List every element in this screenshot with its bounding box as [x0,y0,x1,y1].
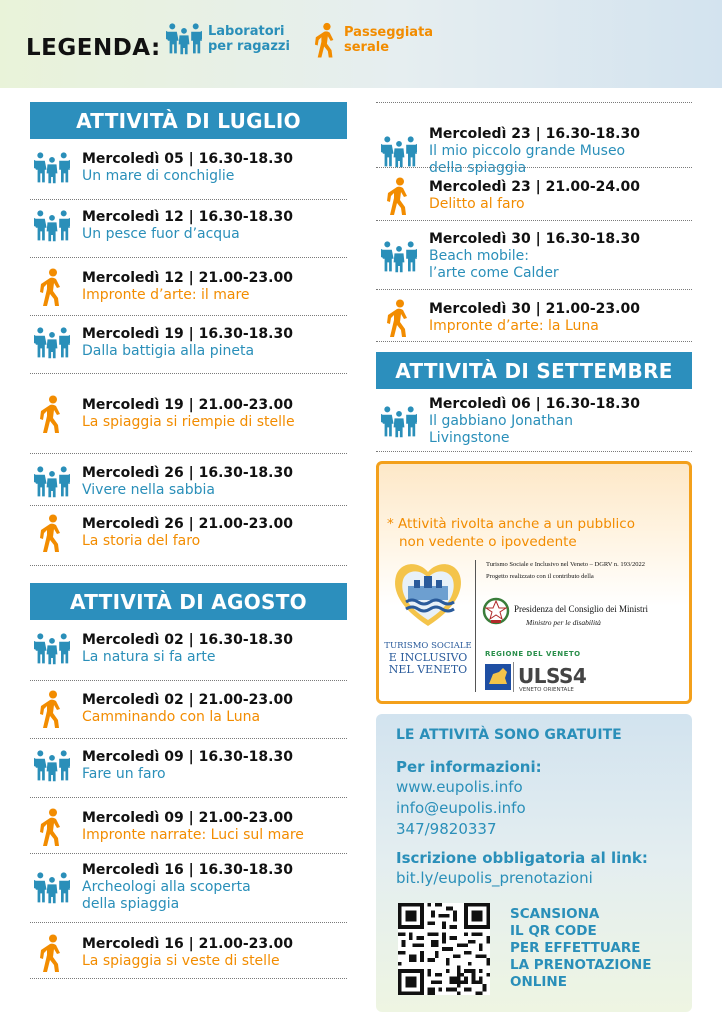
legend-kids-line2: per ragazzi [208,39,290,54]
event-text [82,465,293,499]
event-title: Impronte narrate: Luci sul mare [82,827,304,843]
header-luglio: ATTIVITÀ DI LUGLIO [30,102,347,139]
event-date: Mercoledì 19 | 21.00-23.00 [82,397,293,413]
event-date: Mercoledì 12 | 21.00-23.00 [82,270,293,286]
header-settembre: ATTIVITÀ DI SETTEMBRE [376,352,692,389]
event-date: Mercoledì 09 | 16.30-18.30 [82,749,293,765]
event-row [30,395,295,433]
event-title: Archeologi alla scoperta [82,879,251,895]
event-title: Livingstone [429,430,510,446]
dotted-divider [376,289,692,290]
event-date: Mercoledì 05 | 16.30-18.30 [82,151,293,167]
legend-walk-line2: serale [344,40,390,55]
qr-code-icon[interactable] [398,903,490,995]
event-text [82,692,293,726]
walking-person-icon [30,514,74,552]
event-date: Mercoledì 02 | 16.30-18.30 [82,632,293,648]
dotted-divider [30,505,347,506]
event-text [429,231,640,282]
event-title: La spiaggia si veste di stelle [82,953,280,969]
turismo-line1: TURISMO SOCIALE [384,641,472,651]
lion-of-saint-mark-icon [485,664,511,690]
children-group-icon [377,240,421,274]
turismo-line3: NEL VENETO [388,663,468,676]
scan-line4: LA PRENOTAZIONE [510,957,652,973]
children-group-icon [377,135,421,169]
event-text [82,397,295,431]
event-date: Mercoledì 30 | 16.30-18.30 [429,231,640,247]
walking-person-icon [30,690,74,728]
project-line2: Progetto realizzato con il contributo della [486,573,594,580]
event-title: Delitto al faro [429,196,525,212]
event-title: La storia del faro [82,533,201,549]
event-text [82,936,293,970]
project-line1: Turismo Sociale e Inclusivo nel Veneto – DGRV n. 193/2022 [486,561,645,568]
scan-line1: SCANSIONA [510,906,600,922]
event-title: Camminando con la Luna [82,709,261,725]
event-text [82,632,293,666]
gov-subtitle: Ministro per le disabilità [526,618,601,627]
event-date: Mercoledì 26 | 16.30-18.30 [82,465,293,481]
website-link[interactable]: www.eupolis.info [396,778,523,796]
event-text [429,301,640,335]
ulss-logo-text: ULSS4 [518,664,587,688]
italian-emblem-icon [482,596,510,626]
info-heading: Per informazioni: [396,758,542,776]
event-title: Impronte d’arte: il mare [82,287,250,303]
event-row [377,396,640,447]
event-row [30,690,293,728]
event-row [30,514,293,552]
walking-person-icon [30,808,74,846]
event-title: Beach mobile: [429,248,530,264]
logo-divider [475,560,476,692]
event-text [82,749,293,783]
walking-person-icon [314,22,338,58]
turismo-sociale-logo-icon [390,558,466,630]
event-date: Mercoledì 23 | 16.30-18.30 [429,126,640,142]
event-row [377,231,640,282]
event-row [377,177,640,215]
event-title: l’arte come Calder [429,265,559,281]
event-date: Mercoledì 19 | 16.30-18.30 [82,326,293,342]
event-date: Mercoledì 30 | 21.00-23.00 [429,301,640,317]
dotted-divider [30,565,347,566]
dotted-divider [30,797,347,798]
event-row [30,209,293,243]
event-text [82,209,293,243]
free-activities-label: LE ATTIVITÀ SONO GRATUITE [396,727,622,743]
children-group-icon [30,326,74,360]
walking-person-icon [377,177,421,215]
event-text [82,270,293,304]
event-title: Il mio piccolo grande Museo [429,143,626,159]
walking-person-icon [377,299,421,337]
region-veneto-label: REGIONE DEL VENETO [485,650,581,658]
dotted-divider [376,220,692,221]
event-row [30,632,293,666]
event-title: La spiaggia si riempie di stelle [82,414,295,430]
children-group-icon [30,465,74,499]
children-group-icon [166,22,202,56]
event-row [30,268,293,306]
event-row [30,808,304,846]
legend-title: LEGENDA: [26,35,161,61]
walking-person-icon [30,934,74,972]
ulss-subtitle: VENETO ORIENTALE [519,687,574,693]
dotted-divider [376,167,692,168]
scan-line3: PER EFFETTUARE [510,940,641,956]
event-row [30,934,293,972]
dotted-divider [30,199,347,200]
event-title: Un pesce fuor d’acqua [82,226,240,242]
event-title: La natura si fa arte [82,649,216,665]
event-row [377,126,640,177]
header-agosto: ATTIVITÀ DI AGOSTO [30,583,347,620]
note-line1: * Attività rivolta anche a un pubblico [387,516,635,532]
event-text [429,179,640,213]
dotted-divider [30,373,347,374]
event-text [82,516,293,550]
walking-person-icon [30,395,74,433]
event-title: Il gabbiano Jonathan [429,413,574,429]
dotted-divider [30,978,347,979]
signup-heading: Iscrizione obbligatoria al link: [396,849,648,867]
partner-logos [382,558,687,698]
legend-kids-line1: Laboratori [208,24,285,39]
event-title: Vivere nella sabbia [82,482,215,498]
turismo-caption [382,640,474,676]
event-date: Mercoledì 16 | 21.00-23.00 [82,936,293,952]
turismo-line2: E INCLUSIVO [388,651,468,664]
region-divider [513,662,514,692]
event-title: Un mare di conchiglie [82,168,235,184]
event-date: Mercoledì 26 | 21.00-23.00 [82,516,293,532]
children-group-icon [30,749,74,783]
event-title: Dalla battigia alla pineta [82,343,255,359]
event-text [82,810,304,844]
event-title: della spiaggia [429,160,527,176]
event-row [30,326,293,360]
event-row [30,151,293,185]
event-date: Mercoledì 16 | 16.30-18.30 [82,862,293,878]
dotted-divider [30,922,347,923]
dotted-divider [376,341,692,342]
event-row [30,465,293,499]
dotted-divider [30,680,347,681]
event-title: Impronte d’arte: la Luna [429,318,599,334]
event-text [429,396,640,447]
event-row [377,299,640,337]
dotted-divider [30,257,347,258]
gov-title: Presidenza del Consiglio dei Ministri [514,604,648,614]
signup-link[interactable]: bit.ly/eupolis_prenotazioni [396,869,593,887]
dotted-divider [376,451,692,452]
event-row [30,749,293,783]
event-text [429,126,640,177]
event-text [82,326,293,360]
legend-walk-label [344,25,433,55]
accessibility-note [387,515,682,551]
children-group-icon [30,632,74,666]
scan-instructions [510,906,651,991]
event-date: Mercoledì 09 | 21.00-23.00 [82,810,293,826]
email-link[interactable]: info@eupolis.info [396,799,526,817]
scan-line5: ONLINE [510,974,567,990]
dotted-divider [30,738,347,739]
children-group-icon [30,151,74,185]
event-title: della spiaggia [82,896,180,912]
dotted-divider [30,315,347,316]
dotted-divider [30,853,347,854]
event-date: Mercoledì 12 | 16.30-18.30 [82,209,293,225]
legend-walk [314,22,433,58]
event-date: Mercoledì 06 | 16.30-18.30 [429,396,640,412]
event-text [82,151,293,185]
event-date: Mercoledì 02 | 21.00-23.00 [82,692,293,708]
dotted-divider [376,102,692,103]
event-title: Fare un faro [82,766,166,782]
event-text [82,862,293,913]
event-date: Mercoledì 23 | 21.00-24.00 [429,179,640,195]
dotted-divider [30,453,347,454]
event-row [30,862,293,913]
phone-number[interactable]: 347/9820337 [396,820,497,838]
walking-person-icon [30,268,74,306]
children-group-icon [30,209,74,243]
children-group-icon [30,871,74,905]
legend-kids-label [208,24,290,54]
legend-walk-line1: Passeggiata [344,25,434,40]
note-line2: non vedente o ipovedente [399,534,577,550]
legend-kids [166,22,290,56]
children-group-icon [377,405,421,439]
scan-line2: IL QR CODE [510,923,597,939]
